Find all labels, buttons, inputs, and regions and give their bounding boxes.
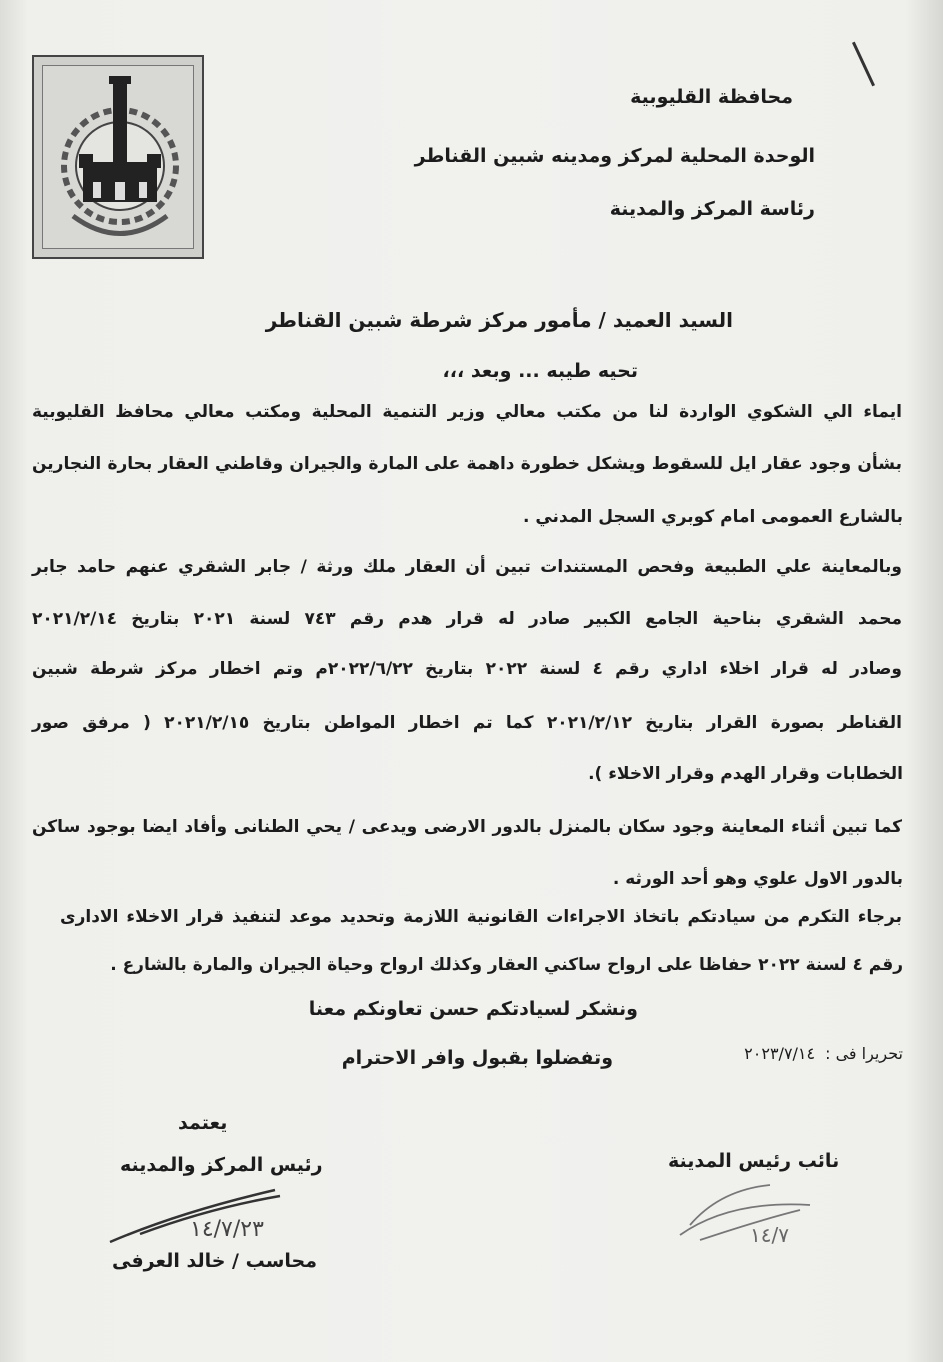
- body-line: بالدور الاول علوي وهو أحد الورثه .: [612, 869, 903, 889]
- body-line: برجاء التكرم من سيادتكم باتخاذ الاجراءات القانونية اللازمة وتحديد موعد لتنفيذ قرار الاخلاء الادارى: [60, 907, 902, 927]
- greeting: تحيه طيبه ... وبعد ،،،: [442, 360, 638, 382]
- header-office: رئاسة المركز والمدينة: [609, 198, 815, 220]
- body-line: بشأن وجود عقار ايل للسقوط ويشكل خطورة داهمة على المارة والجيران وقاطني العقار بحارة النجارين: [32, 454, 902, 474]
- approve-label: يعتمد: [178, 1112, 228, 1134]
- right-signatory-title: نائب رئيس المدينة: [668, 1150, 840, 1172]
- pen-mark: [852, 42, 875, 87]
- body-line: وبالمعاينة علي الطبيعة وفحص المستندات تبين أن العقار ملك ورثة / جابر الشقري عنهم حامد جابر: [32, 557, 902, 577]
- left-signatory-title: رئيس المركز والمدينه: [120, 1154, 323, 1176]
- body-line: ايماء الي الشكوي الواردة لنا من مكتب معالي وزير التنمية المحلية ومكتب معالي محافظ القليوبية: [32, 402, 902, 422]
- governorate-logo: [32, 55, 204, 259]
- right-handwritten-date: ١٤/٧: [750, 1223, 789, 1247]
- left-signatory-name: محاسب / خالد العرفى: [112, 1250, 317, 1272]
- right-signature-icon: [660, 1180, 830, 1250]
- body-line: كما تبين أثناء المعاينة وجود سكان بالمنزل بالدور الارضى ويدعى / يحي الطنانى وأفاد ايضا بوجود ساكن: [32, 817, 902, 837]
- addressee: السيد العميد / مأمور مركز شرطة شبين القناطر: [265, 308, 733, 332]
- written-on: [744, 1044, 903, 1063]
- written-on-date: ٢٠٢٣/٧/١٤: [744, 1044, 816, 1063]
- closing-line: وتفضلوا بقبول وافر الاحترام: [341, 1047, 613, 1069]
- left-handwritten-date: ١٤/٧/٢٣: [190, 1217, 264, 1242]
- body-line: محمد الشقري بناحية الجامع الكبير صادر له قرار هدم رقم ٧٤٣ لسنة ٢٠٢١ بتاريخ ٢٠٢١/٢/١٤: [32, 609, 902, 629]
- body-line: وصادر له قرار اخلاء اداري رقم ٤ لسنة ٢٠٢٢ بتاريخ ٢٠٢٢/٦/٢٢م وتم اخطار مركز شرطة شبين: [32, 659, 902, 679]
- emblem-icon: [43, 66, 197, 252]
- left-signature-icon: [100, 1186, 300, 1244]
- written-on-label: تحريرا فى :: [825, 1044, 903, 1063]
- body-line: رقم ٤ لسنة ٢٠٢٢ حفاظا على ارواح ساكني العقار وكذلك ارواح وحياة الجيران والمارة بالشارع .: [110, 955, 903, 975]
- body-line: الخطابات وقرار الهدم وقرار الاخلاء ).: [588, 764, 903, 784]
- header-governorate: محافظة القليوبية: [630, 86, 793, 108]
- thanks-line: ونشكر لسيادتكم حسن تعاونكم معنا: [308, 998, 638, 1020]
- body-line: بالشارع العمومى امام كوبري السجل المدني .: [522, 507, 903, 527]
- header-unit: الوحدة المحلية لمركز ومدينه شبين القناطر: [414, 145, 815, 167]
- body-line: القناطر بصورة القرار بتاريخ ٢٠٢١/٢/١٢ كما تم اخطار المواطن بتاريخ ٢٠٢١/٢/١٥ ( مرفق صور: [32, 713, 902, 733]
